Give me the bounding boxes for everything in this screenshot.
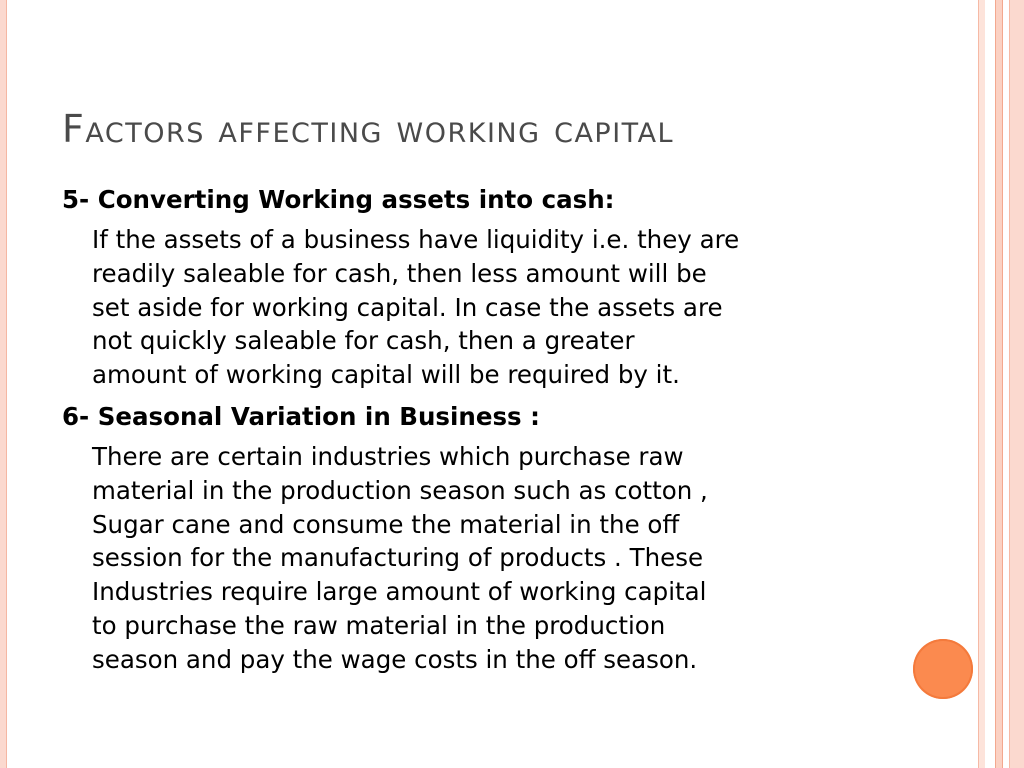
border-stripe	[978, 0, 985, 768]
section-heading: 6- Seasonal Variation in Business :	[62, 401, 540, 431]
left-border-stripe	[0, 0, 7, 768]
section-paragraph: There are certain industries which purchase raw material in the production season such as cotton , Sugar cane and consume the material in the off session for the manufacturing of products . These Industries require large amount of working capital to purchase the raw material in the production season and pay the wage costs in the off season.	[92, 441, 708, 674]
border-stripe	[985, 0, 995, 768]
slide-title: Factors affecting working capital	[62, 107, 675, 151]
border-stripe	[1009, 0, 1024, 768]
border-stripe	[995, 0, 1003, 768]
decorative-circle	[913, 639, 973, 699]
section-heading: 5- Converting Working assets into cash:	[62, 185, 615, 214]
section-paragraph: If the assets of a business have liquidity i.e. they are readily saleable for cash, then less amount will be set aside for working capital. In case the assets are not quickly saleable for cash, then a greater amount of working capital will be required by it.	[92, 225, 740, 390]
right-border-stripes	[976, 0, 1024, 768]
slide-content	[62, 183, 902, 685]
